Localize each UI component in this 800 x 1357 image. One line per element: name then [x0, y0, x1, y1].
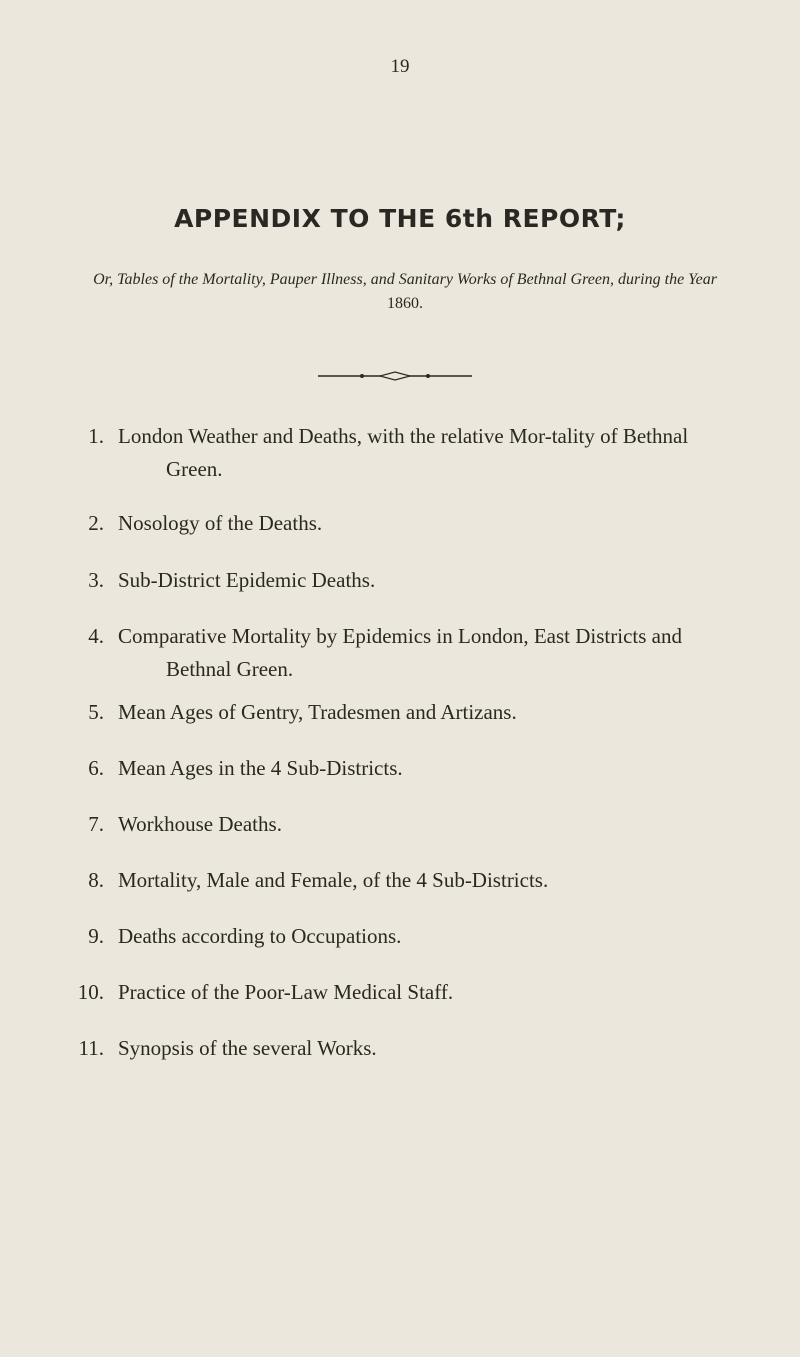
item-number: 3. — [88, 568, 104, 592]
item-number: 1. — [88, 424, 104, 448]
page-number: 19 — [390, 56, 410, 77]
list-item — [62, 564, 742, 597]
item-number: 6. — [88, 756, 104, 780]
item-text: Nosology of the Deaths. — [118, 511, 323, 535]
list-item — [62, 1032, 742, 1065]
item-number: 7. — [88, 812, 104, 836]
list-item — [62, 696, 742, 729]
item-number: 9. — [88, 924, 104, 948]
list-item — [62, 752, 742, 785]
item-text: Workhouse Deaths. — [118, 812, 282, 836]
item-text: Comparative Mortality by Epidemics in London, East Districts and Bethnal Green. — [118, 624, 682, 681]
item-text: Practice of the Poor-Law Medical Staff. — [118, 980, 454, 1004]
list-item — [62, 507, 742, 540]
subtitle-year: 1860. — [387, 295, 423, 312]
subtitle — [80, 268, 730, 316]
item-number: 10. — [77, 980, 104, 1004]
item-text: Mean Ages in the 4 Sub-Districts. — [118, 756, 403, 780]
page-title: APPENDIX TO THE 6th REPORT; — [174, 204, 626, 233]
item-number: 4. — [88, 624, 104, 648]
list-item — [62, 808, 742, 841]
item-text: Mean Ages of Gentry, Tradesmen and Artizans. — [118, 700, 517, 724]
item-number: 5. — [88, 700, 104, 724]
list-item — [62, 864, 742, 897]
item-text: London Weather and Deaths, with the relative Mor-tality of Bethnal Green. — [118, 424, 689, 481]
list-item — [62, 920, 742, 953]
subtitle-text: Or, Tables of the Mortality, Pauper Illness, and Sanitary Works of Bethnal Green, during the Year — [93, 271, 717, 288]
item-number: 11. — [78, 1036, 104, 1060]
item-number: 8. — [88, 868, 104, 892]
item-text: Deaths according to Occupations. — [118, 924, 402, 948]
ornament-divider — [318, 370, 472, 382]
list-item — [62, 976, 742, 1009]
item-number: 2. — [88, 511, 104, 535]
item-text: Synopsis of the several Works. — [118, 1036, 377, 1060]
item-text: Sub-District Epidemic Deaths. — [118, 568, 376, 592]
item-text: Mortality, Male and Female, of the 4 Sub-Districts. — [118, 868, 549, 892]
list-item — [62, 620, 742, 686]
list-item — [62, 420, 742, 486]
